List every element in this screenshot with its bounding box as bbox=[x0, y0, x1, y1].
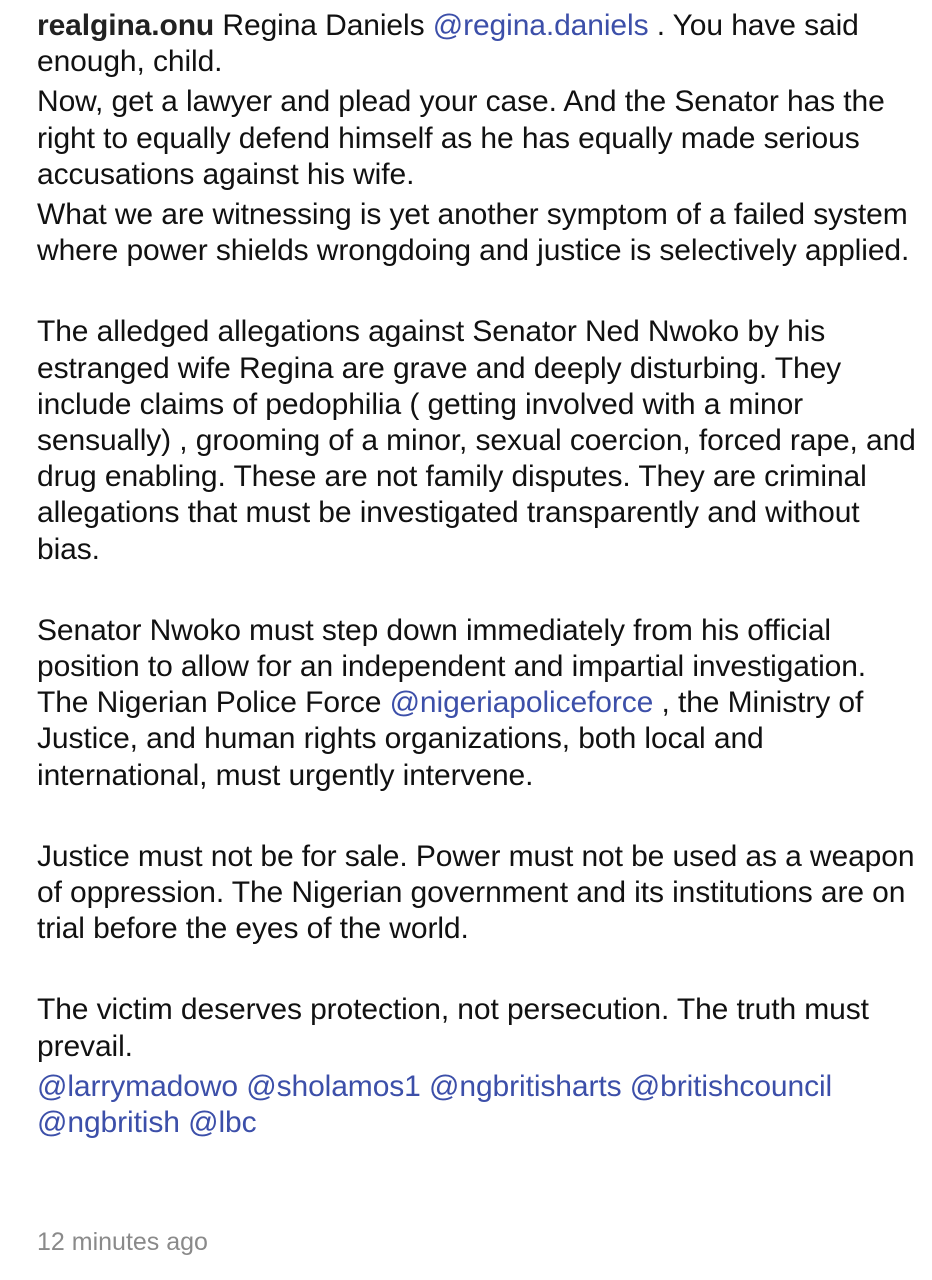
mention-link-ngbritisharts[interactable]: @ngbritisharts bbox=[429, 1069, 622, 1103]
caption-mention-tags bbox=[37, 1069, 917, 1141]
caption-paragraph-6: Justice must not be for sale. Power must not be used as a weapon of oppression. The Nigerian government and its institutions are on trial before the eyes of the world. bbox=[37, 839, 915, 946]
caption-paragraph-5 bbox=[37, 613, 917, 794]
mention-link-ngbritish[interactable]: @ngbritish bbox=[37, 1106, 180, 1140]
caption-paragraph-1 bbox=[37, 8, 917, 80]
caption-paragraph-4: The alledged allegations against Senator Ned Nwoko by his estranged wife Regina are grave and deeply disturbing. They include claims of pedophilia ( getting involved with a minor sensually) , grooming of a minor, sexual coercion, forced rape, and drug enabling. These are not family disputes. They are criminal allegations that must be investigated transparently and without bias. bbox=[37, 315, 916, 566]
mention-link-lbc[interactable]: @lbc bbox=[188, 1106, 257, 1140]
caption-text: Senator Nwoko must step down immediately from his official position to allow for an independent and impartial investigation. The Nigerian Police Force bbox=[37, 613, 867, 720]
caption-text: Regina Daniels bbox=[222, 9, 433, 42]
caption-paragraph-2: Now, get a lawyer and plead your case. And the Senator has the right to equally defend himself as he has equally made serious accusations against his wife. bbox=[37, 85, 885, 191]
mention-link-nigeriapoliceforce[interactable]: @nigeriapoliceforce bbox=[389, 686, 654, 720]
post-caption bbox=[37, 8, 917, 1141]
caption-text: . You have said enough, child. bbox=[37, 9, 859, 79]
caption-paragraph-7: The victim deserves protection, not persecution. The truth must prevail. bbox=[37, 993, 869, 1063]
mention-link-larrymadowo[interactable]: @larrymadowo bbox=[37, 1069, 238, 1103]
mention-link-britishcouncil[interactable]: @britishcouncil bbox=[629, 1069, 833, 1103]
mention-link-regina-daniels[interactable]: @regina.daniels bbox=[432, 9, 649, 42]
post-author-username[interactable]: realgina.onu bbox=[37, 9, 215, 42]
post-timestamp: 12 minutes ago bbox=[37, 1228, 208, 1256]
mention-link-sholamos1[interactable]: @sholamos1 bbox=[246, 1069, 421, 1103]
caption-paragraph-3: What we are witnessing is yet another symptom of a failed system where power shields wrongdoing and justice is selectively applied. bbox=[37, 198, 910, 268]
caption-text: , the Ministry of Justice, and human rights organizations, both local and international, must urgently intervene. bbox=[37, 686, 864, 792]
